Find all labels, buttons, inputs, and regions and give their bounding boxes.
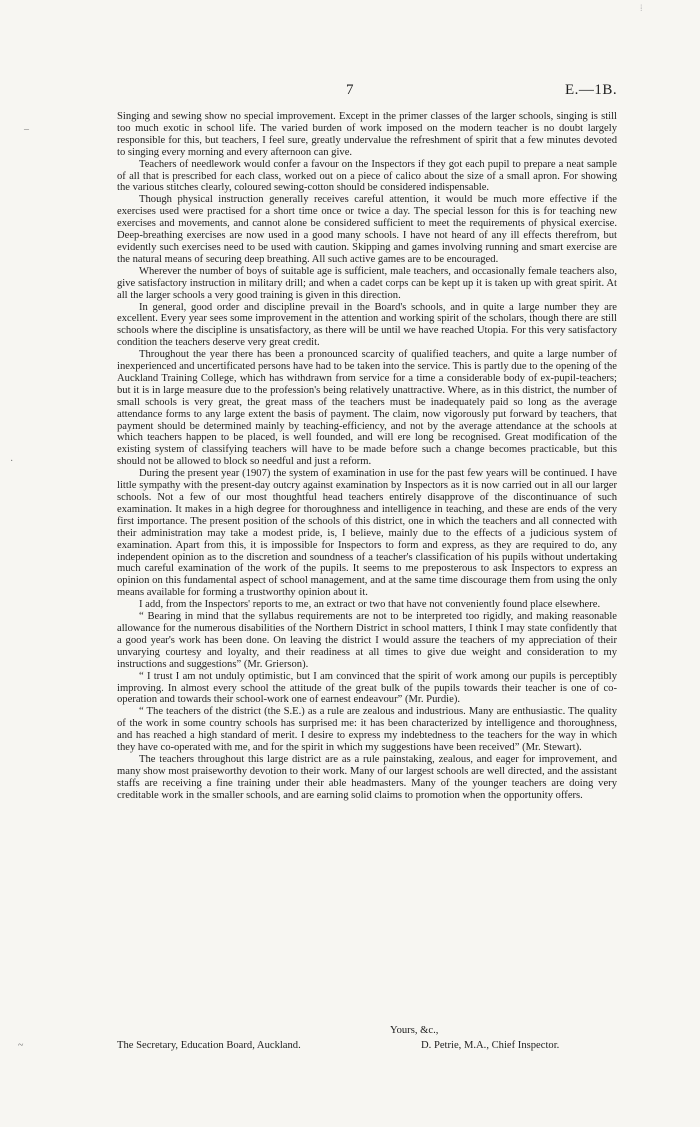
signatory: D. Petrie, M.A., Chief Inspector. <box>421 1040 560 1051</box>
document-reference: E.—1B. <box>565 82 618 98</box>
margin-mark: · <box>10 456 14 467</box>
quoted-extract: “ Bearing in mind that the syllabus requirements are not to be interpreted too rigidly, and making reasonable allowance for the numerous disabilities of the Northern District in school matters, I think I may state confidently that a good year's work has been done. On leaving the district I would assure the teachers of my appreciation of their unvarying courtesy and loyalty, and their readiness at all times to give due weight and consideration to my instructions and suggestions” (Mr. Grierson). <box>117 611 617 670</box>
addressee: The Secretary, Education Board, Auckland. <box>117 1040 301 1051</box>
paragraph: Throughout the year there has been a pronounced scarcity of qualified teachers, and quite a large number of inexperienced and uncertificated persons have had to be taken into the service. This is partly due to the opening of the Auckland Training College, which has withdrawn from service for a time a considerable body of ex-pupil-teachers; but it is in large measure due to the profession's being relatively unattractive. Where, as in this district, the number of small schools is very great, the great mass of the teachers must be inadequately paid so long as the average attendance forms to any large extent the basis of payment. The claim, now vigorously put forward by teachers, that payment should be determined mainly by teaching-efficiency, and not by the average attendance at the schools at which teachers happen to be placed, is well founded, and will ere long be recognised. Great modification of the existing system of classifying teachers will have to be made before such a change becomes practicable, but this should not be allowed to block so needful and just a reform. <box>117 349 617 468</box>
paragraph: During the present year (1907) the system of examination in use for the past few years will be continued. I have little sympathy with the present-day outcry against examination by Inspectors as it is now carried out in all our larger schools. Not a few of our most thoughtful head teachers entirely disapprove of the discontinuance of such examination. It makes in a high degree for thoroughness and intelligence in teaching, and these are ends of the very first importance. The present position of the schools of this district, one in which the teachers and all connected with their administration may take a modest pride, is, I believe, mainly due to the effects of a judicious system of examination. Apart from this, it is impossible for Inspectors to form and express, as they are required to do, any independent opinion as to the discretion and soundness of a teacher's classification of his pupils without undertaking much careful examination of the work of the pupils. It seems to me preposterous to ask Inspectors to express an opinion on this fundamental aspect of school management, and at the same time discourage them from using the only means available for forming a trustworthy opinion about it. <box>117 468 617 599</box>
margin-mark: ~ <box>18 1040 24 1051</box>
scan-mark: ⁞ <box>640 3 643 13</box>
paragraph: Teachers of needlework would confer a favour on the Inspectors if they got each pupil to prepare a neat sample of all that is prescribed for each class, worked out on a piece of calico about the size of a small apron. For showing the various stitches clearly, coloured sewing-cotton should be considered indispensable. <box>117 158 617 194</box>
paragraph: The teachers throughout this large district are as a rule painstaking, zealous, and eager for improvement, and many show most praiseworthy devotion to their work. Many of our largest schools are well directed, and the assistant staffs are receiving a fine training under their able headmasters. Many of the younger teachers are doing very creditable work in the smaller schools, and are earning solid claims to promotion when the opportunity offers. <box>117 753 617 801</box>
report-body <box>117 111 617 802</box>
margin-mark: – <box>24 124 29 135</box>
valediction: Yours, &c., <box>390 1025 439 1036</box>
quoted-extract: “ I trust I am not unduly optimistic, but I am convinced that the spirit of work among our pupils is perceptibly improving. In almost every school the attitude of the great bulk of the pupils towards their teacher is one of co-operation and towards their school-work one of earnest endeavour” (Mr. Purdie). <box>117 670 617 706</box>
paragraph: In general, good order and discipline prevail in the Board's schools, and in quite a large number they are excellent. Every year sees some improvement in the attention and working spirit of the scholars, though there are still schools where the discipline is unsatisfactory, as there will be until we have reached Utopia. For this very satisfactory condition the teachers deserve very great credit. <box>117 301 617 349</box>
paragraph: Though physical instruction generally receives careful attention, it would be much more effective if the exercises used were practised for a short time once or twice a day. The special lesson for this is for teaching new exercises and movements, and cannot alone be considered sufficient to meet the requirements of physical exercise. Deep-breathing exercises are now used in a good many schools. I have not heard of any ill effects therefrom, but evidently such exercises need to be used with caution. Skipping and games involving running and smart exercise are the natural means of securing deep breathing. All such active games are to be encouraged. <box>117 194 617 265</box>
page-number: 7 <box>346 82 354 98</box>
paragraph: I add, from the Inspectors' reports to me, an extract or two that have not conveniently found place elsewhere. <box>139 599 601 611</box>
quoted-extract: “ The teachers of the district (the S.E.) as a rule are zealous and industrious. Many are enthusiastic. The quality of the work in some country schools has surprised me: it has been characterized by intelligence and thoroughness, and has reached a high standard of merit. I desire to express my indebtedness to the teachers for the way in which they have co-operated with me, and for the spirit in which my suggestions have been received” (Mr. Stewart). <box>117 706 617 754</box>
paragraph: Wherever the number of boys of suitable age is sufficient, male teachers, and occasionally female teachers also, give satisfactory instruction in military drill; and when a cadet corps can be kept up it is taken up with great spirit. At all the larger schools a very good training is given in this direction. <box>117 265 617 301</box>
paragraph: Singing and sewing show no special improvement. Except in the primer classes of the larger schools, singing is still too much exotic in school life. The varied burden of work imposed on the modern teacher is no doubt largely responsible for this, but teachers, I feel sure, greatly undervalue the refreshment of spirit that a few minutes devoted to singing every morning and every afternoon can give. <box>117 111 617 158</box>
